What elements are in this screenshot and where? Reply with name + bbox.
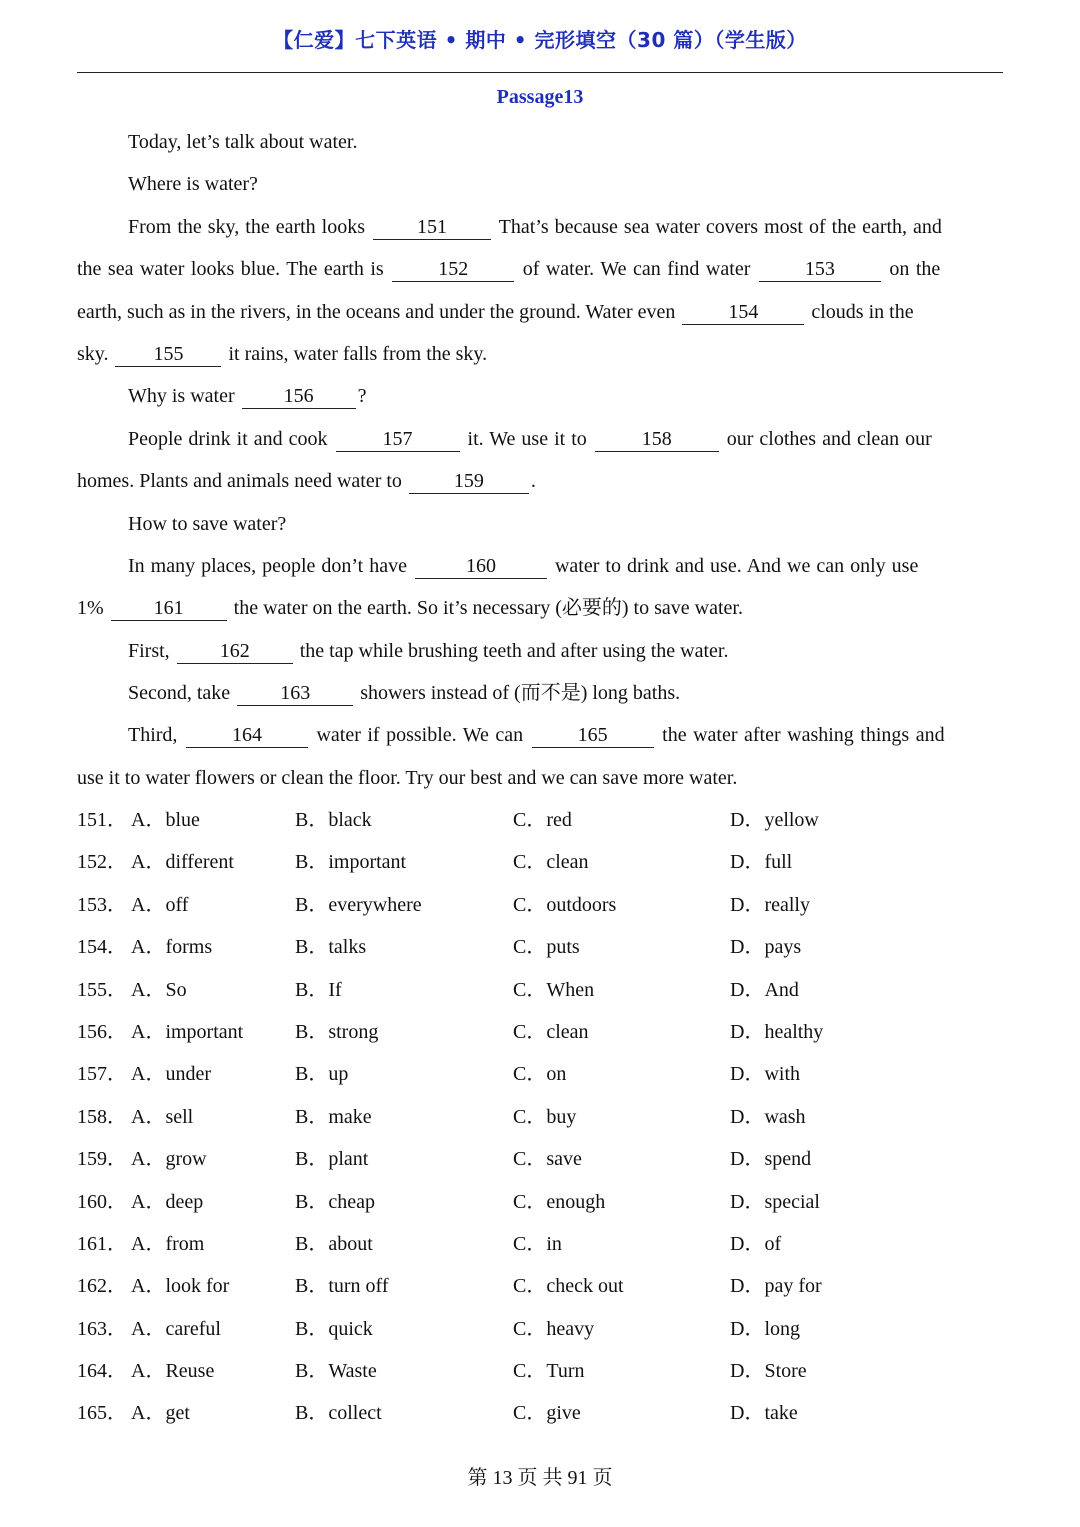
blank-155: 155 bbox=[115, 342, 221, 367]
option-c: C．Turn bbox=[513, 1360, 585, 1383]
option-a: A．important bbox=[131, 1020, 244, 1043]
option-c: C．in bbox=[513, 1232, 562, 1255]
option-b: B．strong bbox=[295, 1020, 379, 1043]
option-a: A．deep bbox=[131, 1190, 204, 1213]
passage-line: Second, take 163 showers instead of (而不是) long baths. bbox=[128, 682, 681, 705]
option-c: C．heavy bbox=[513, 1317, 595, 1340]
blank-164: 164 bbox=[186, 723, 308, 748]
passage-line: use it to water flowers or clean the floor. Try our best and we can save more water. bbox=[77, 766, 738, 789]
option-d: D．pays bbox=[730, 936, 802, 959]
option-b: B．everywhere bbox=[295, 893, 422, 916]
option-c: C．red bbox=[513, 809, 572, 831]
option-d: D．special bbox=[730, 1190, 820, 1213]
blank-156: 156 bbox=[242, 384, 356, 409]
passage-line: sky. 155 it rains, water falls from the sky. bbox=[77, 342, 488, 365]
option-b: B．important bbox=[295, 851, 407, 874]
blank-161: 161 bbox=[111, 596, 227, 621]
option-b: B．cheap bbox=[295, 1190, 375, 1213]
passage-line: Today, let’s talk about water. bbox=[128, 131, 358, 153]
passage-line: 1% 161 the water on the earth. So it’s necessary (必要的) to save water. bbox=[77, 597, 743, 620]
question-row: 161． A．from B．about C．in D．of bbox=[77, 1223, 1003, 1265]
page-number: 第 13 页 共 91 页 bbox=[467, 1467, 613, 1489]
option-d: D．And bbox=[730, 978, 799, 1001]
option-a: A．sell bbox=[131, 1105, 194, 1128]
option-d: D．pay for bbox=[730, 1275, 822, 1298]
option-d: D．of bbox=[730, 1232, 782, 1255]
option-d: D．long bbox=[730, 1317, 800, 1340]
option-a: A．careful bbox=[131, 1317, 221, 1340]
option-b: B．Waste bbox=[295, 1360, 377, 1383]
option-b: B．talks bbox=[295, 936, 367, 959]
question-row: 155． A．So B．If C．When D．And bbox=[77, 969, 1003, 1011]
blank-159: 159 bbox=[409, 469, 529, 494]
blank-163: 163 bbox=[237, 681, 353, 706]
option-d: D．yellow bbox=[730, 809, 819, 831]
question-row: 156． A．important B．strong C．clean D．healthy bbox=[77, 1011, 1003, 1053]
question-row: 163． A．careful B．quick C．heavy D．long bbox=[77, 1308, 1003, 1350]
question-row: 162． A．look for B．turn off C．check out D．pay for bbox=[77, 1265, 1003, 1307]
option-b: B．collect bbox=[295, 1402, 382, 1425]
option-d: D．with bbox=[730, 1063, 800, 1086]
blank-165: 165 bbox=[532, 723, 654, 748]
option-c: C．save bbox=[513, 1148, 582, 1171]
question-row: 151． A．blue B．black C．red D．yellow bbox=[77, 799, 1003, 841]
option-c: C．buy bbox=[513, 1105, 577, 1128]
passage-line: First, 162 the tap while brushing teeth and after using the water. bbox=[128, 639, 729, 662]
option-a: A．forms bbox=[131, 936, 213, 959]
option-d: D．wash bbox=[730, 1105, 806, 1128]
option-c: C．check out bbox=[513, 1275, 624, 1298]
question-row: 157． A．under B．up C．on D．with bbox=[77, 1053, 1003, 1095]
option-c: C．give bbox=[513, 1402, 581, 1425]
option-c: C．enough bbox=[513, 1190, 606, 1213]
option-b: B．turn off bbox=[295, 1275, 389, 1298]
option-b: B．up bbox=[295, 1063, 349, 1086]
question-row: 158． A．sell B．make C．buy D．wash bbox=[77, 1096, 1003, 1138]
blank-152: 152 bbox=[392, 257, 514, 282]
document-header-title: 【仁爱】七下英语 • 期中 • 完形填空（30 篇）（学生版） bbox=[273, 28, 807, 52]
option-d: D．spend bbox=[730, 1148, 812, 1171]
option-a: A．So bbox=[131, 978, 187, 1001]
blank-153: 153 bbox=[759, 257, 881, 282]
option-a: A．grow bbox=[131, 1148, 207, 1171]
question-row: 154． A．forms B．talks C．puts D．pays bbox=[77, 926, 1003, 968]
option-a: A．under bbox=[131, 1063, 211, 1086]
option-a: A．different bbox=[131, 851, 234, 874]
option-c: C．on bbox=[513, 1063, 567, 1086]
passage-line: In many places, people don’t have 160 water to drink and use. And we can only use bbox=[128, 554, 919, 577]
passage-line: homes. Plants and animals need water to 159 . bbox=[77, 470, 536, 493]
blank-151: 151 bbox=[373, 215, 491, 240]
passage-line: People drink it and cook 157 it. We use it to 158 our clothes and clean our bbox=[128, 427, 932, 450]
option-a: A．Reuse bbox=[131, 1360, 215, 1383]
option-d: D．healthy bbox=[730, 1020, 824, 1043]
option-d: D．full bbox=[730, 851, 793, 874]
passage-line: Third, 164 water if possible. We can 165 the water after washing things and bbox=[128, 724, 945, 747]
option-a: A．off bbox=[131, 893, 189, 916]
option-c: C．clean bbox=[513, 851, 589, 874]
option-b: B．plant bbox=[295, 1148, 369, 1171]
header-rule bbox=[77, 72, 1003, 73]
option-b: B．black bbox=[295, 809, 372, 831]
question-row: 165． A．get B．collect C．give D．take bbox=[77, 1392, 1003, 1434]
question-row: 164． A．Reuse B．Waste C．Turn D．Store bbox=[77, 1350, 1003, 1392]
option-a: A．look for bbox=[131, 1275, 230, 1298]
option-b: B．make bbox=[295, 1105, 372, 1128]
option-d: D．take bbox=[730, 1402, 798, 1425]
option-d: D．really bbox=[730, 893, 810, 916]
blank-160: 160 bbox=[415, 554, 547, 579]
passage-body bbox=[77, 121, 1003, 799]
blank-154: 154 bbox=[682, 300, 804, 325]
answer-options bbox=[77, 799, 1003, 1435]
question-row: 160． A．deep B．cheap C．enough D．special bbox=[77, 1181, 1003, 1223]
question-row: 153． A．off B．everywhere C．outdoors D．really bbox=[77, 884, 1003, 926]
passage-line: Where is water? bbox=[128, 173, 258, 196]
option-b: B．quick bbox=[295, 1317, 373, 1340]
passage-line: the sea water looks blue. The earth is 152 of water. We can find water 153 on the bbox=[77, 258, 941, 281]
option-c: C．When bbox=[513, 978, 595, 1001]
passage-line: Why is water 156 ? bbox=[128, 385, 367, 408]
passage-line: How to save water? bbox=[128, 512, 287, 535]
option-a: A．blue bbox=[131, 809, 200, 831]
option-b: B．If bbox=[295, 978, 342, 1001]
option-a: A．from bbox=[131, 1232, 205, 1255]
blank-158: 158 bbox=[595, 427, 719, 452]
blank-162: 162 bbox=[177, 639, 293, 664]
passage-line: earth, such as in the rivers, in the oceans and under the ground. Water even 154 clouds in the bbox=[77, 300, 914, 323]
option-c: C．puts bbox=[513, 936, 580, 959]
blank-157: 157 bbox=[336, 427, 460, 452]
option-b: B．about bbox=[295, 1232, 373, 1255]
passage-line: From the sky, the earth looks 151 That’s because sea water covers most of the earth, and bbox=[128, 215, 942, 238]
passage-title: Passage13 bbox=[496, 86, 584, 108]
question-row: 159． A．grow B．plant C．save D．spend bbox=[77, 1138, 1003, 1180]
question-row: 152． A．different B．important C．clean D．full bbox=[77, 841, 1003, 883]
option-c: C．outdoors bbox=[513, 893, 617, 916]
option-a: A．get bbox=[131, 1402, 190, 1425]
option-c: C．clean bbox=[513, 1020, 589, 1043]
option-d: D．Store bbox=[730, 1360, 807, 1383]
